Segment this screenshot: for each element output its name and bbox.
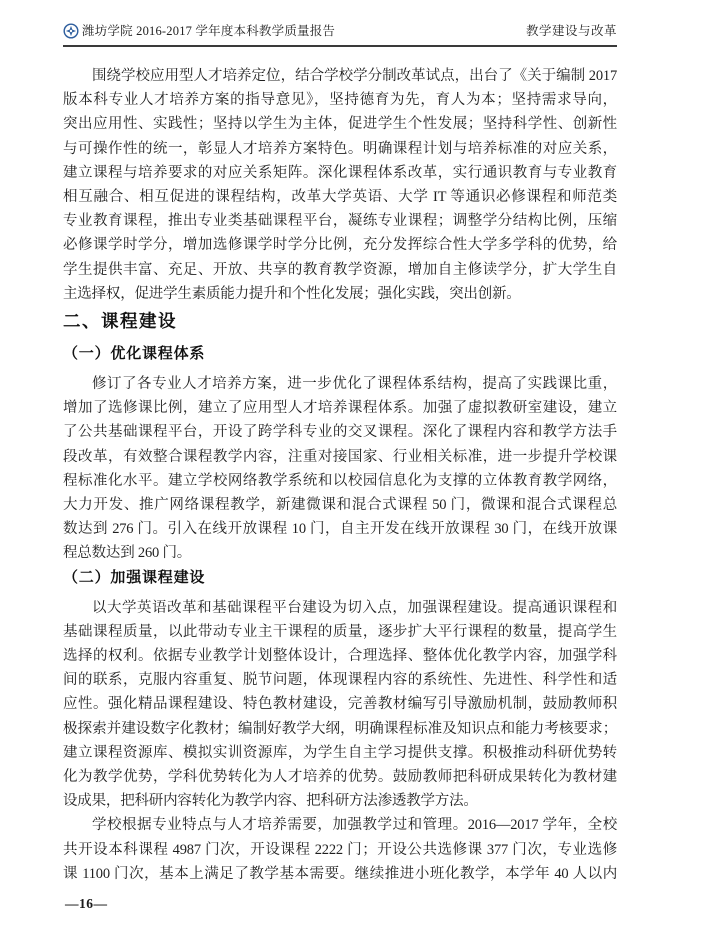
- text-line: 建立课程资源库、模拟实训资源库，为学生自主学习提供支撑。积极推动科研优势转: [63, 744, 617, 761]
- text-line: 间的联系，克服内容重复、脱节问题，体现课程内容的系统性、先进性、科学性和适: [63, 672, 617, 689]
- text-line: 增加了选修课比例，建立了应用型人才培养课程体系。加强了虚拟教研室建设，建立: [63, 400, 617, 417]
- header-left-group: [63, 23, 335, 39]
- university-logo-icon: [63, 23, 79, 39]
- text-line: 与可操作性的统一，彰显人才培养方案特色。明确课程计划与培养标准的对应关系，: [63, 140, 617, 157]
- subsection-heading-strengthen-courses: （二）加强课程建设: [63, 568, 206, 586]
- header-chapter-title: 教学建设与改革: [525, 24, 617, 38]
- text-line: 相互融合、相互促进的课程结构，改革大学英语、大学 IT 等通识必修课程和师范类: [63, 189, 617, 206]
- text-line: 修订了各专业人才培养方案，进一步优化了课程体系结构，提高了实践课比重，: [92, 376, 617, 393]
- text-line: 以大学英语改革和基础课程平台建设为切入点，加强课程建设。提高通识课程和: [92, 599, 617, 616]
- page-number: —16—: [65, 896, 108, 911]
- text-line: 学校根据专业特点与人才培养需要，加强教学过和管理。2016—2017 学年，全校: [92, 817, 617, 834]
- text-line: 版本科专业人才培养方案的指导意见》，坚持德育为先，育人为本；坚持需求导向，: [63, 92, 617, 109]
- text-line: 围绕学校应用型人才培养定位，结合学校学分制改革试点，出台了《关于编制 2017: [92, 68, 617, 84]
- text-line: 必修课学时学分，增加选修课学时学分比例，充分发挥综合性大学多学科的优势，给: [63, 237, 617, 254]
- paragraph-curriculum-system: [63, 372, 617, 566]
- text-line: 程标准化水平。建立学校网络教学系统和以校园信息化为支撑的立体教育教学网络，: [63, 472, 617, 489]
- page-footer: [65, 896, 108, 912]
- text-line: 大力开发、推广网络课程教学，新建微课和混合式课程 50 门，微课和混合式课程总: [63, 497, 617, 514]
- text-line: 程总数达到 260 门。: [63, 545, 192, 562]
- text-line: 共开设本科课程 4987 门次，开设课程 2222 门；开设公共选修课 377 门次，专业选修: [63, 841, 617, 858]
- header-report-title: 潍坊学院 2016-2017 学年度本科教学质量报告: [82, 23, 336, 38]
- text-line: 课 1100 门次，基本上满足了教学基本需要。继续推进小班化教学，本学年 40 人以内: [63, 865, 617, 882]
- page-body: [63, 64, 617, 886]
- text-line: 数达到 276 门。引入在线开放课程 10 门，自主开发在线开放课程 30 门，在线开放课: [63, 521, 617, 538]
- subsection-heading-optimize-curriculum: （一）优化课程体系: [63, 345, 206, 363]
- text-line: 突出应用性、实践性；坚持以学生为主体，促进学生个性发展；坚持科学性、创新性: [63, 116, 617, 133]
- text-line: 段改革，有效整合课程教学内容，注重对接国家、行业相关标准，进一步提升学校课: [63, 448, 617, 465]
- paragraph-course-building: [63, 596, 617, 814]
- paragraph-intro: [63, 64, 617, 306]
- text-line: 极探索并建设数字化教材；编制好教学大纲，明确课程标准及知识点和能力考核要求；: [63, 720, 617, 737]
- text-line: 应性。强化精品课程建设、特色教材建设，完善教材编写引导激励机制，鼓励教师积: [63, 696, 617, 713]
- text-line: 学生提供丰富、充足、开放、共享的教育教学资源，增加自主修读学分，扩大学生自: [63, 261, 617, 278]
- page-header: [63, 23, 617, 47]
- section-heading-course-construction: 二、课程建设: [63, 311, 177, 332]
- text-line: 建立课程与培养要求的对应关系矩阵。深化课程体系改革，实行通识教育与专业教育: [63, 164, 617, 181]
- text-line: 了公共基础课程平台，开设了跨学科专业的交叉课程。深化了课程内容和教学方法手: [63, 424, 617, 441]
- text-line: 基础课程质量，以此带动专业主干课程的质量，逐步扩大平行课程的数量，提高学生: [63, 623, 617, 640]
- text-line: 设成果，把科研内容转化为教学内容、把科研方法渗透教学方法。: [63, 793, 478, 810]
- paragraph-course-statistics: [63, 813, 617, 886]
- text-line: 选择的权利。依据专业教学计划整体设计，合理选择、整体优化教学内容，加强学科: [63, 648, 617, 665]
- text-line: 主选择权，促进学生素质能力提升和个性化发展；强化实践，突出创新。: [63, 285, 521, 302]
- text-line: 化为教学优势，学科优势转化为人才培养的优势。鼓励教师把科研成果转化为教材建: [63, 769, 617, 786]
- text-line: 专业教育课程，推出专业类基础课程平台，凝练专业课程；调整学分结构比例，压缩: [63, 213, 617, 230]
